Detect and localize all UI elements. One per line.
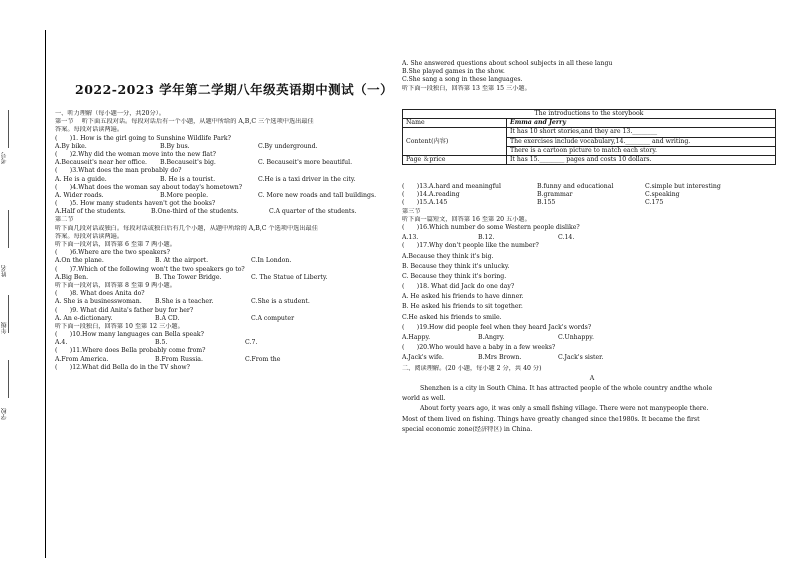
option-c: C.A computer — [251, 314, 295, 322]
question-1: ( )1. How is the girl going to Sunshine Wildlife Park? — [55, 134, 231, 142]
option-b: B.grammar — [537, 191, 573, 199]
option-a: ( )15.A.145 — [402, 199, 448, 207]
option-a: A.13. — [402, 234, 419, 242]
question-16: ( )16.Which number do some Western people dislike? — [402, 223, 580, 231]
question-7-options — [55, 274, 390, 282]
question-6: ( )6.Where are the two speakers? — [55, 249, 170, 257]
table-row — [403, 119, 776, 128]
passage-line: special economic zone(经济特区) in China. — [402, 425, 533, 433]
question-20-options — [402, 354, 782, 364]
table-cell-label: Content(内容) — [403, 128, 507, 156]
question-12-option-c: C.She sang a song in these languages. — [402, 76, 523, 84]
option-c: C.He is a taxi driver in the city. — [258, 175, 356, 183]
question-18-option-a: A. He asked his friends to have dinner. — [402, 293, 524, 301]
option-a: A.Half of the students. — [55, 208, 126, 216]
option-c: C.speaking — [645, 191, 680, 199]
sidebar-label-exam-number: 考号 — [1, 152, 8, 164]
question-18-option-c: C.He asked his friends to smile. — [402, 313, 502, 321]
option-a: A.On the plane. — [55, 257, 104, 265]
question-1-options — [55, 143, 390, 151]
sidebar-blank-line — [8, 360, 9, 398]
question-5: ( )5. How many students haven't got the books? — [55, 200, 216, 208]
question-17: ( )17.Why don't people like the number? — [402, 242, 539, 250]
table-cell-value: It has 10 short stories,and they are 13.________ — [507, 128, 776, 137]
storybook-table — [402, 109, 776, 165]
section2-heading-cont: 答案。每段对话读两遍。 — [55, 232, 124, 240]
option-a: A.4. — [55, 339, 68, 347]
question-11: ( )11.Where does Bella probably come from? — [55, 347, 206, 355]
option-a: A. An e-dictionary. — [55, 314, 113, 322]
option-c: C.She is a student. — [251, 298, 310, 306]
option-c: C.In London. — [251, 257, 292, 265]
page-title: 2022-2023 学年第二学期八年级英语期中测试（一） — [75, 82, 394, 97]
passage-letter: A — [589, 374, 595, 382]
question-5-options — [55, 208, 390, 216]
question-15-options — [402, 199, 782, 207]
option-c: C.By underground. — [258, 142, 318, 150]
question-2: ( )2.Why did the woman move into the new flat? — [55, 150, 216, 158]
table-cell-value: Emma and Jerry — [507, 119, 776, 128]
option-c: C.Unhappy. — [558, 334, 594, 341]
right-column-top — [402, 60, 782, 93]
section3-title: 第三节 — [402, 207, 421, 215]
option-c: C. The Statue of Liberty. — [251, 273, 328, 281]
table-cell-value: There is a cartoon picture to match each story. — [507, 146, 776, 155]
option-b: B.A CD. — [155, 314, 180, 322]
question-8-options — [55, 298, 390, 306]
option-a: ( )13.A.hard and meaningful — [402, 183, 502, 190]
table-row — [403, 156, 776, 165]
table-caption: The introductions to the storybook — [403, 110, 776, 119]
option-b: B.funny and educational — [537, 183, 614, 190]
table-cell-value: It has 15.________ pages and costs 10 dollars. — [507, 156, 776, 165]
question-3-options — [55, 176, 390, 184]
option-b: B. At the airport. — [155, 257, 209, 265]
option-b: B.12. — [478, 234, 495, 242]
question-17-option-c: C. Because they think it's boring. — [402, 272, 507, 280]
table-row — [403, 110, 776, 119]
question-16-options — [402, 234, 782, 242]
question-10-options — [55, 339, 390, 347]
option-b: B. The Tower Bridge. — [155, 273, 222, 281]
option-b: B. He is a tourist. — [160, 175, 216, 183]
option-a: A. He is a guide. — [55, 175, 107, 183]
section2-title: 第二节 — [55, 216, 74, 224]
option-b: B.Becauseit's big. — [160, 159, 216, 167]
question-19-options — [402, 334, 782, 344]
part1-heading: 一、听力理解（每小题一分，共20分）。 — [55, 110, 165, 117]
option-a: A. Wider roads. — [55, 191, 104, 199]
part2-heading: 二、阅读理解。(20 小题，每小题 2 分，共 40 分) — [402, 364, 542, 372]
sidebar-label-school: 学校 — [1, 408, 8, 420]
passage-line: Most of them lived on fishing. Things have greatly changed since the1980s. It became the first — [402, 415, 700, 423]
section2-heading: 听下面几段对话或独白。每段对话或独白后有几个小题，从题中所给的 A,B,C 个选项中选出最佳 — [55, 224, 318, 232]
section1-heading-cont: 答案。每段对话读两遍。 — [55, 126, 124, 134]
option-c: C.simple but interesting — [645, 183, 721, 190]
question-7: ( )7.Which of the following won't the two speakers go to? — [55, 265, 245, 273]
option-b: B.One-third of the students. — [151, 208, 239, 216]
left-column — [55, 110, 390, 372]
passage-line: Shenzhen is a city in South China. It has attracted people of the whole country andthe whole — [420, 384, 713, 392]
option-a: A.By bike. — [55, 142, 87, 150]
dialogue-instruction: 听下面一段独白，回答第 13 至第 15 三小题。 — [402, 84, 531, 92]
question-12: ( )12.What did Bella do in the TV show? — [55, 363, 190, 371]
question-6-options — [55, 257, 390, 265]
question-18: ( )18. What did Jack do one day? — [402, 283, 515, 291]
passage-instruction: 听下面一篇短文，回答第 16 至第 20 五小题。 — [402, 215, 531, 223]
option-b: B.More people. — [160, 191, 209, 199]
binding-line — [45, 30, 46, 558]
table-cell-label: Name — [403, 119, 507, 128]
dialogue-instruction: 听下面一段对话，回答第 8 至第 9 两小题。 — [55, 281, 176, 289]
question-17-option-a: A.Because they think it's big. — [402, 252, 494, 260]
question-19: ( )19.How did people feel when they heard Jack's words? — [402, 323, 592, 331]
sidebar-label-grade: 年级 — [1, 322, 8, 334]
option-c: C.From the — [245, 355, 281, 363]
sidebar-blank-line — [8, 295, 9, 333]
option-a: A.Happy. — [402, 334, 431, 341]
option-a: A. She is a businesswoman. — [55, 298, 142, 306]
option-b: B.155 — [537, 199, 556, 207]
table-cell-label: Page ＆price — [403, 156, 507, 165]
option-c: C.14. — [558, 234, 575, 242]
question-9-options — [55, 315, 390, 323]
option-b: B.Mrs Brown. — [478, 354, 522, 362]
option-b: B.From Russia. — [155, 355, 203, 363]
option-b: B.She is a teacher. — [155, 298, 214, 306]
passage-line: About forty years ago, it was only a small fishing village. There were not manypeople there. — [420, 405, 709, 413]
dialogue-instruction: 听下面一段独白，回答第 10 至第 12 三小题。 — [55, 322, 184, 330]
question-4-options — [55, 192, 390, 200]
sidebar-blank-line — [8, 110, 9, 148]
dialogue-instruction: 听下面一段对话，回答第 6 至第 7 两小题。 — [55, 241, 176, 248]
option-c: C.Jack's sister. — [558, 354, 604, 362]
question-10: ( )10.How many languages can Bella speak? — [55, 331, 204, 339]
question-11-options — [55, 356, 390, 364]
question-14-options — [402, 191, 782, 199]
section1-heading: 第一节 听下面五段对话。每段对话后有一个小题，从题中所给的 A,B,C 三个选项中选出最佳 — [55, 118, 314, 126]
option-a: A.From America. — [55, 355, 109, 363]
question-4: ( )4.What does the woman say about today's hometown? — [55, 183, 243, 191]
option-b: B.By bus. — [160, 142, 190, 150]
question-9: ( )9. What did Anita's father buy for her? — [55, 306, 194, 314]
option-c: C.175 — [645, 199, 664, 207]
option-a: A.Big Ben. — [55, 273, 89, 281]
question-20: ( )20.Who would have a baby in a few weeks? — [402, 344, 556, 352]
question-8: ( )8. What does Anita do? — [55, 290, 145, 298]
question-17-option-b: B. Because they think it's unlucky. — [402, 262, 510, 270]
option-a: A.Becauseit's near her office. — [55, 159, 147, 167]
passage-line: world as well. — [402, 395, 446, 403]
question-3: ( )3.What does the man probably do? — [55, 167, 182, 175]
question-12-option-a: A. She answered questions about school subjects in all these langu — [402, 60, 613, 67]
question-12-option-b: B.She played games in the show. — [402, 68, 505, 76]
table-cell-value: The exercises include vocabulary,14.________ and writing. — [507, 137, 776, 146]
question-18-option-b: B. He asked his friends to sit together. — [402, 303, 523, 311]
option-c: C. More new roads and tall buildings. — [258, 191, 377, 199]
question-13-options — [402, 183, 782, 191]
option-c: C. Becauseit's more beautiful. — [258, 159, 353, 167]
option-a: A.Jack's wife. — [402, 354, 444, 362]
option-c: C.7. — [245, 339, 258, 347]
sidebar-blank-line — [8, 210, 9, 248]
sidebar-label-name: 姓名 — [1, 265, 8, 277]
right-column-bottom — [402, 183, 782, 436]
question-2-options — [55, 159, 390, 167]
option-b: B.5. — [155, 339, 168, 347]
table-row — [403, 128, 776, 137]
option-b: B.Angry. — [478, 334, 505, 341]
option-a: ( )14.A.reading — [402, 191, 460, 199]
option-c: C.A quarter of the students. — [269, 208, 357, 216]
